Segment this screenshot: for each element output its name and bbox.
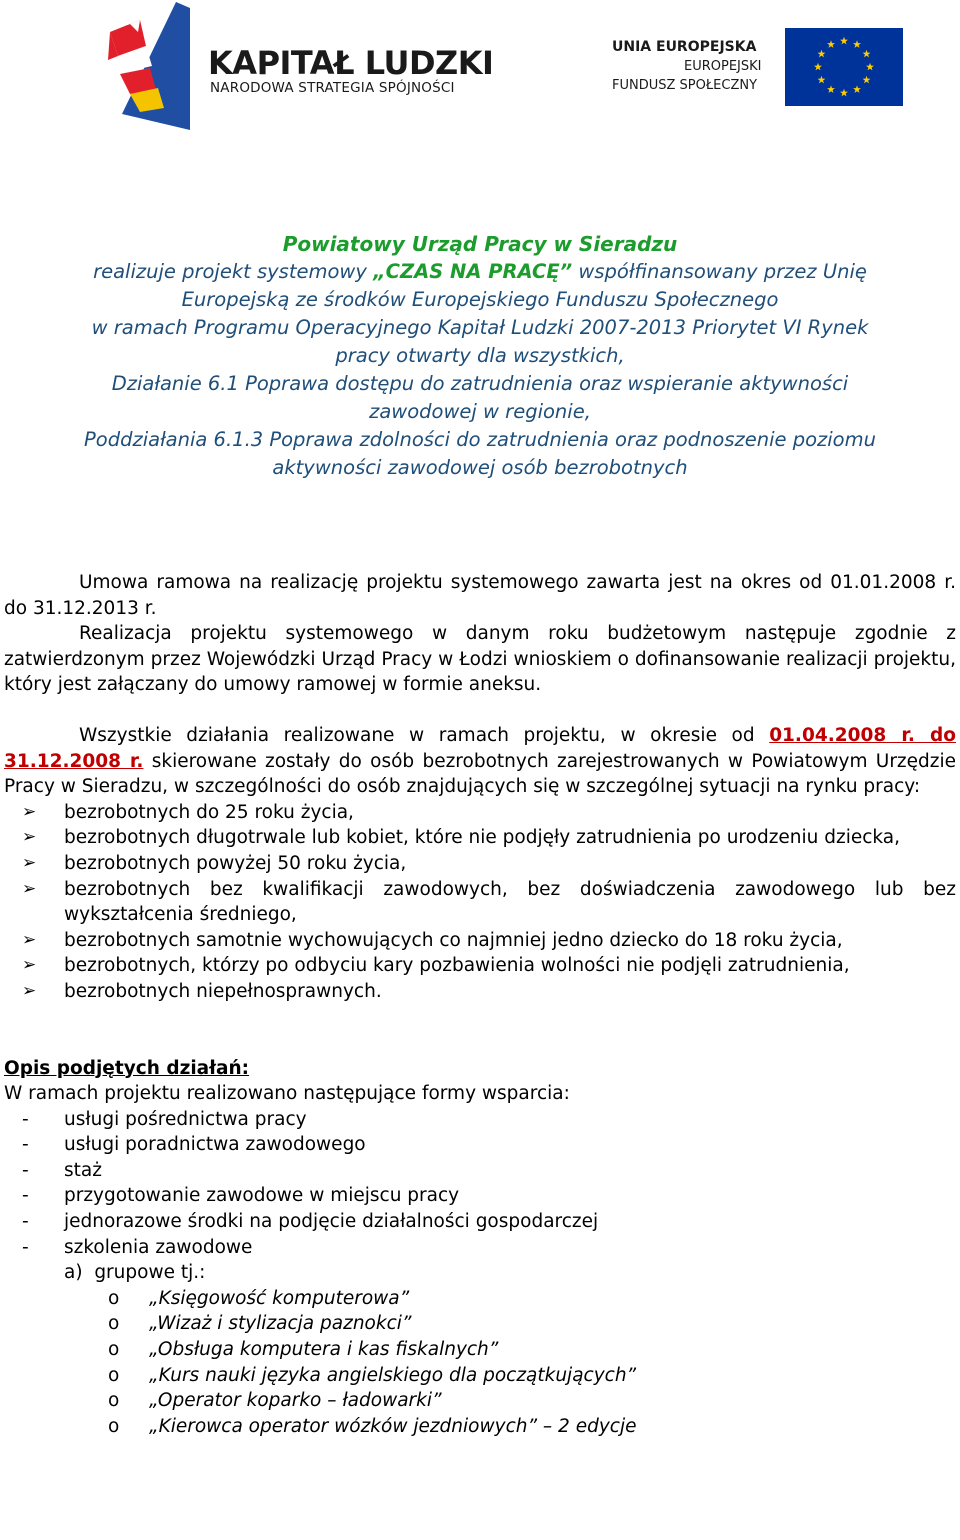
intro-line-5: Działanie 6.1 Poprawa dostępu do zatrudnienia oraz wspieranie aktywności [111,372,849,395]
document-body [4,570,956,1439]
target-group-item [4,979,956,1005]
support-form-item [4,1132,956,1158]
bullet-icon: o [108,1287,120,1309]
target-group-item [4,825,956,851]
support-forms-list [4,1107,956,1261]
kapital-ludzki-subtitle: NARODOWA STRATEGIA SPÓJNOŚCI [210,80,455,96]
intro-line-2: Europejską ze środków Europejskiego Funduszu Społecznego [181,288,779,311]
eu-line-1: UNIA EUROPEJSKA [612,39,757,55]
bullet-icon: - [22,1134,29,1156]
eu-logo-text [612,38,762,95]
bullet-icon: - [22,1159,29,1181]
target-group-item-text: bezrobotnych samotnie wychowujących co najmniej jedno dziecko do 18 roku życia, [64,929,843,951]
intro-line-7: Poddziałania 6.1.3 Poprawa zdolności do zatrudnienia oraz podnoszenie poziomu [84,428,876,451]
kapital-ludzki-logo [100,2,190,130]
training-item [4,1286,956,1312]
paragraph-activities [4,723,956,800]
trainings-list [4,1286,956,1440]
intro-line-4: pracy otwarty dla wszystkich, [335,344,625,367]
forms-intro: W ramach projektu realizowano następujące formy wsparcia: [4,1083,570,1105]
bullet-icon: o [108,1313,120,1335]
paragraph-contract: Umowa ramowa na realizację projektu systemowego zawarta jest na okres od 01.01.2008 r. do 31.12.2013 r. [4,572,956,619]
training-item [4,1311,956,1337]
page-header [0,0,960,140]
training-item-text: „Wizaż i stylizacja paznokci” [149,1313,412,1335]
intro-line-3: w ramach Programu Operacyjnego Kapitał Ludzki 2007-2013 Priorytet VI Rynek [91,316,869,339]
eu-flag-icon [785,28,903,106]
intro-line-8: aktywności zawodowej osób bezrobotnych [272,456,688,479]
target-group-item [4,953,956,979]
eu-line-2: EUROPEJSKI [684,59,762,74]
bullet-icon: - [22,1211,29,1233]
intro-line-6: zawodowej w regionie, [369,400,591,423]
training-item [4,1388,956,1414]
eu-line-3: FUNDUSZ SPOŁECZNY [612,78,758,93]
training-item-text: „Obsługa komputera i kas fiskalnych” [149,1339,499,1361]
period-dates: 01.04.2008 r. do 31.12.2008 r. [4,724,956,772]
training-item [4,1337,956,1363]
support-form-item-text: przygotowanie zawodowe w miejscu pracy [64,1185,460,1207]
intro-block [0,230,960,482]
paragraph-activities-a: Wszystkie działania realizowane w ramach projektu, w okresie od [79,724,770,746]
support-form-item [4,1209,956,1235]
bullet-icon: ➢ [22,929,37,950]
bullet-icon: ➢ [22,852,37,873]
bullet-icon: ➢ [22,878,37,899]
target-group-item [4,800,956,826]
paragraph-realization: Realizacja projektu systemowego w danym roku budżetowym następuje zgodnie z zatwierdzonym przez Wojewódzki Urząd Pracy w Łodzi wnioskiem o dofinansowanie realizacji projektu, który jest załączany do umowy ramowej w formie aneksu. [4,623,956,696]
support-form-item [4,1107,956,1133]
group-trainings-label: a) grupowe tj.: [64,1262,206,1284]
target-group-item-text: bezrobotnych długotrwale lub kobiet, które nie podjęły zatrudnienia po urodzeniu dziecka, [64,827,901,849]
bullet-icon: - [22,1236,29,1258]
target-group-item-text: bezrobotnych bez kwalifikacji zawodowych, bez doświadczenia zawodowego lub bez wykształcenia średniego, [64,878,956,926]
paragraph-activities-b: skierowane zostały do osób bezrobotnych zarejestrowanych w Powiatowym Urzędzie Pracy w Sieradzu, w szczególności do osób znajdujących się w szczególnej sytuacji na rynku pracy: [4,750,956,798]
bullet-icon: o [108,1364,120,1386]
target-group-item-text: bezrobotnych, którzy po odbyciu kary pozbawienia wolności nie podjęli zatrudnienia, [64,955,850,977]
target-group-item [4,851,956,877]
bullet-icon: o [108,1339,120,1361]
section-heading: Opis podjętych działań: [4,1057,250,1079]
training-item-text: „Kurs nauki języka angielskiego dla początkujących” [149,1364,637,1386]
target-group-item [4,877,956,928]
intro-line-1 [0,258,960,286]
bullet-icon: o [108,1415,120,1437]
support-form-item-text: staż [64,1159,102,1181]
bullet-icon: ➢ [22,827,37,848]
intro-title: Powiatowy Urząd Pracy w Sieradzu [282,232,678,256]
training-item [4,1414,956,1440]
support-form-item-text: jednorazowe środki na podjęcie działalności gospodarczej [64,1211,599,1233]
target-groups-list [4,800,956,1005]
kapital-ludzki-title: KAPITAŁ LUDZKI [208,44,494,82]
bullet-icon: ➢ [22,980,37,1001]
target-group-item-text: bezrobotnych powyżej 50 roku życia, [64,852,407,874]
training-item-text: „Księgowość komputerowa” [149,1287,410,1309]
training-item-text: „Kierowca operator wózków jezdniowych” – 2 edycje [149,1415,637,1437]
training-item-text: „Operator koparko – ładowarki” [149,1390,442,1412]
support-form-item [4,1235,956,1261]
project-name: „CZAS NA PRACĘ” [373,260,573,283]
support-form-item-text: usługi poradnictwa zawodowego [64,1134,366,1156]
target-group-item-text: bezrobotnych do 25 roku życia, [64,801,354,823]
support-form-item [4,1183,956,1209]
intro-line-1a: realizuje projekt systemowy [93,260,374,283]
bullet-icon: o [108,1390,120,1412]
support-form-item [4,1158,956,1184]
bullet-icon: - [22,1185,29,1207]
intro-line-1b: współfinansowany przez Unię [572,260,867,283]
bullet-icon: ➢ [22,801,37,822]
support-form-item-text: szkolenia zawodowe [64,1236,253,1258]
bullet-icon: ➢ [22,955,37,976]
bullet-icon: - [22,1108,29,1130]
target-group-item [4,928,956,954]
training-item [4,1363,956,1389]
support-form-item-text: usługi pośrednictwa pracy [64,1108,307,1130]
target-group-item-text: bezrobotnych niepełnosprawnych. [64,980,382,1002]
